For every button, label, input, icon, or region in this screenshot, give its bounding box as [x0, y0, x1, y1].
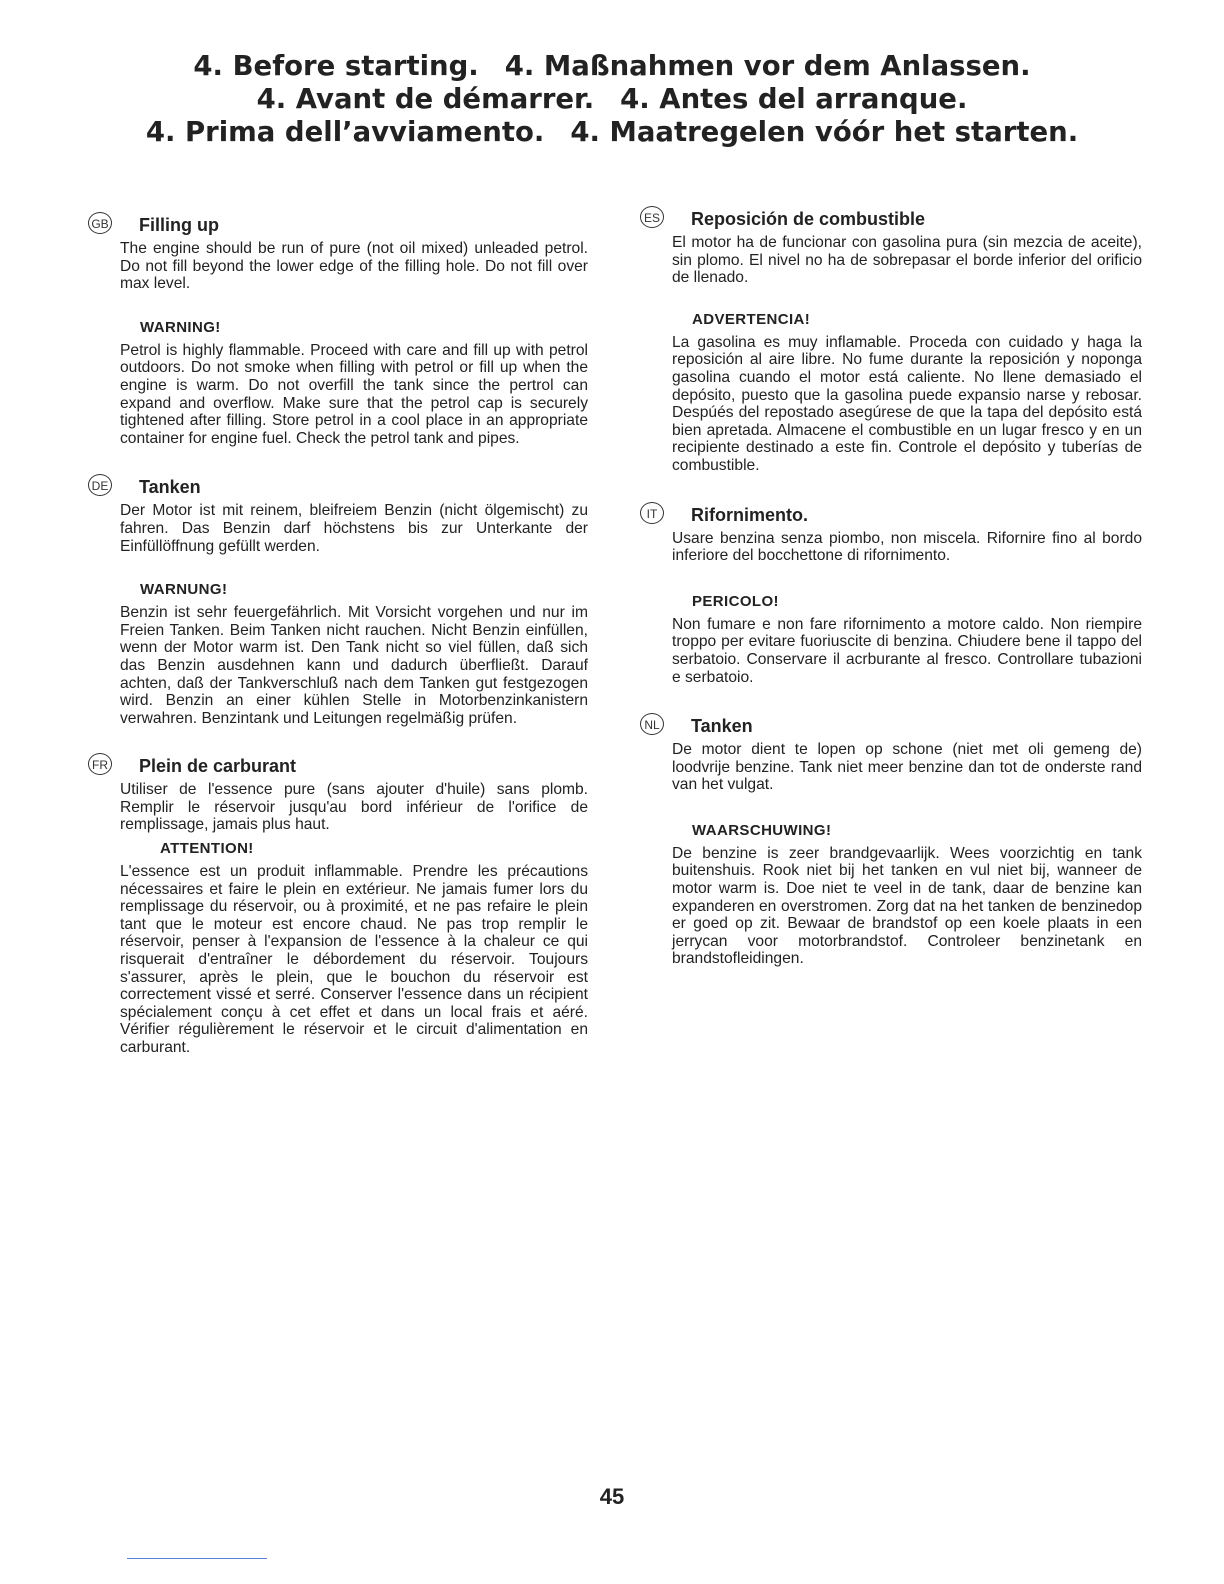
title-fr: 4. Avant de démarrer.: [256, 83, 595, 115]
page-number: 45: [599, 1484, 625, 1509]
section-title: Tanken: [139, 477, 201, 498]
language-badge-icon: IT: [640, 502, 664, 524]
title-en: 4. Before starting.: [193, 50, 479, 82]
section-header: [640, 713, 1142, 741]
section-body: Utiliser de l'essence pure (sans ajouter d'huile) sans plomb. Remplir le réservoir jusqu'au bord inférieur de l'orifice de remplissage, jamais plus haut.: [120, 781, 588, 834]
section-nl: [640, 713, 1142, 968]
language-badge-icon: GB: [88, 212, 112, 234]
section-body: De motor dient te lopen op schone (niet met oli gemeng de) loodvrije benzine. Tank niet meer benzine dan tot de onderste rand van het vulgat.: [672, 741, 1142, 794]
section-de: [88, 474, 588, 727]
section-body: El motor ha de funcionar con gasolina pura (sin mezcia de aceite), sin plomo. El nivel no ha de sobrepasar el borde inferior del orificio de llenado.: [672, 234, 1142, 287]
warning-label: ATTENTION!: [160, 840, 254, 858]
warning-label: PERICOLO!: [692, 592, 779, 610]
warning-label: WARNUNG!: [140, 581, 228, 599]
warning-body: Non fumare e non fare rifornimento a motore caldo. Non riempire troppo per evitare fuoriuscite di benzina. Chiudere bene il tappo del serbatoio. Conservare il acrburante al fresco. Controllare tubazioni e serbatoio.: [672, 615, 1142, 686]
section-title: Plein de carburant: [139, 756, 297, 777]
language-badge-icon: DE: [88, 474, 112, 496]
section-gb: [88, 212, 588, 447]
section-header: [640, 206, 1142, 234]
section-fr: [88, 753, 588, 1056]
section-body: Usare benzina senza piombo, non miscela. Rifornire fino al bordo inferiore del bocchettone di rifornimento.: [672, 529, 1142, 565]
title-line-1: [0, 50, 1224, 83]
section-title: Filling up: [139, 215, 219, 235]
title-nl: 4. Maatregelen vóór het starten.: [570, 116, 1079, 148]
warning-body: Petrol is highly flammable. Proceed with care and fill up with petrol outdoors. Do not smoke when filling with petrol or fill up when the engine is warm. Do not overfill the tank since the pertrol can expand and overflow. Make sure that the petrol cap is securely tightened after filling. Store petrol in a cool place in an appropriate container for engine fuel. Check the petrol tank and pipes.: [120, 341, 588, 447]
section-header: [88, 753, 588, 781]
warning-label: WAARSCHUWING!: [692, 821, 832, 839]
section-header: [88, 474, 588, 502]
title-es: 4. Antes del arranque.: [620, 83, 968, 115]
title-line-2: [0, 83, 1224, 116]
right-column: [640, 206, 1142, 968]
language-badge-icon: NL: [640, 713, 664, 735]
section-body: Der Motor ist mit reinem, bleifreiem Benzin (nicht ölgemischt) zu fahren. Das Benzin darf höchstens bis zur Unterkante der Einfüllöffnung gefüllt werden.: [120, 502, 588, 555]
section-header: [640, 502, 1142, 530]
section-header: [88, 212, 588, 240]
title-it: 4. Prima dell’avviamento.: [145, 116, 545, 148]
language-badge-icon: ES: [640, 206, 664, 228]
section-title: Tanken: [691, 716, 753, 737]
warning-label: WARNING!: [140, 318, 221, 336]
language-badge-icon: FR: [88, 753, 112, 775]
title-de: 4. Maßnahmen vor dem Anlassen.: [504, 50, 1031, 82]
warning-label: ADVERTENCIA!: [692, 310, 811, 328]
warning-body: De benzine is zeer brandgevaarlijk. Wees voorzichtig en tank buitenshuis. Rook niet bij het tanken en vul niet bij, wanneer de motor warm is. Doe niet te veel in de tank, daar de benzine kan expanderen en overstromen. Zorg dat na het tanken de benzinedop er goed op zit. Bewaar de brandstof op een koele plaats in een jerrycan voor motorbrandstof. Controleer benzinetank en brandstofleidingen.: [672, 844, 1142, 968]
section-title: Rifornimento.: [691, 504, 808, 525]
page-titles: [0, 50, 1224, 149]
title-line-3: [0, 116, 1224, 149]
left-column: [88, 206, 588, 1057]
section-it: [640, 502, 1142, 687]
section-body: The engine should be run of pure (not oil mixed) unleaded petrol. Do not fill beyond the lower edge of the filling hole. Do not fill over max level.: [120, 240, 588, 293]
warning-body: L'essence est un produit inflammable. Prendre les précautions nécessaires et faire le plein en extérieur. Ne jamais fumer lors du remplissage du réservoir, ou à proximité, et ne pas refaire le plein tant que le moteur est encore chaud. Ne pas trop remplir le réservoir, penser à l'expansion de l'essence à la chaleur ce qui risquerait d'entraîner le débordement du réservoir. Toujours s'assurer, après le plein, que le bouchon du réservoir est correctement vissé et serré. Conserver l'essence dans un récipient spécialement conçu à cet effet et dans un local frais et aéré. Vérifier régulièrement le réservoir et le circuit d'alimentation en carburant.: [120, 863, 588, 1056]
warning-body: Benzin ist sehr feuergefährlich. Mit Vorsicht vorgehen und nur im Freien Tanken. Beim Tanken nicht rauchen. Nicht Benzin einfüllen, wenn der Motor warm ist. Den Tank nicht so viel füllen, daß sich das Benzin ausdehnen kann und dadurch überfließt. Darauf achten, daß der Tankverschluß nach dem Tanken gut festgezogen wird. Benzin an einer kühlen Stelle in Motorbenzinkanistern verwahren. Benzintank und Leitungen regelmäßig prüfen.: [120, 604, 588, 727]
footer-link-line[interactable]: [127, 1558, 267, 1559]
section-es: [640, 206, 1142, 475]
section-title: Reposición de combustible: [691, 209, 926, 229]
warning-body: La gasolina es muy inflamable. Proceda con cuidado y haga la reposición al aire libre. No fume durante la reposición y noponga gasolina cuando el motor está caliente. No llene demasiado el depósito, puesto que la gasolina puede expansio narse y rebosar. Despúés del repostado asegúrese de que la tapa del depósito está bien apretada. Almacene el combustible en un lugar fresco y en un recipiente destinado a este fin. Controle el depósito y tuberías de combustible.: [672, 333, 1142, 474]
